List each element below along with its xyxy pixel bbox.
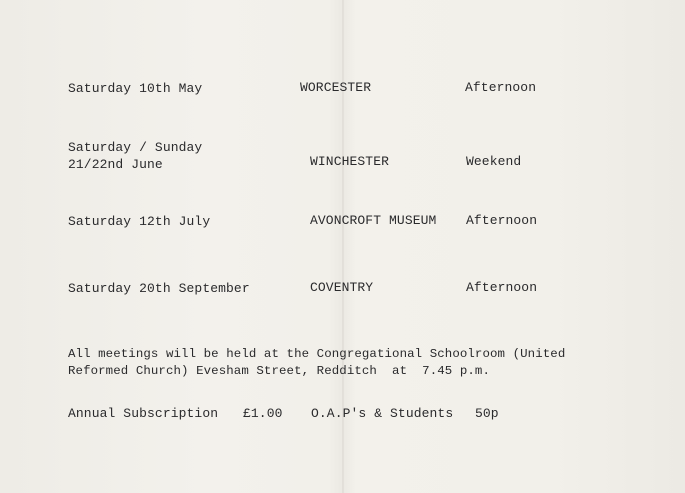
subscription-label: Annual Subscription	[68, 406, 219, 421]
event-place: AVONCROFT MUSEUM	[310, 213, 437, 228]
event-place: COVENTRY	[310, 280, 374, 295]
event-place: WORCESTER	[300, 80, 372, 95]
event-date: Saturday 10th May	[68, 81, 203, 96]
event-time: Weekend	[466, 154, 522, 169]
event-time: Afternoon	[466, 280, 538, 295]
event-time: Afternoon	[466, 213, 538, 228]
event-place: WINCHESTER	[310, 154, 390, 169]
subscription-amount: £1.00	[243, 406, 283, 421]
event-date: Saturday 12th July	[68, 214, 211, 229]
event-date: Saturday 20th September	[68, 281, 250, 296]
event-time: Afternoon	[465, 80, 537, 95]
concession-label: O.A.P's & Students	[311, 406, 454, 421]
concession-amount: 50p	[475, 406, 499, 421]
meeting-venue-notice: All meetings will be held at the Congregational Schoolroom (United Reformed Church) Evesham Street, Redditch at 7.45 p.m.	[68, 347, 566, 378]
event-date: Saturday / Sunday 21/22nd June	[68, 140, 203, 172]
